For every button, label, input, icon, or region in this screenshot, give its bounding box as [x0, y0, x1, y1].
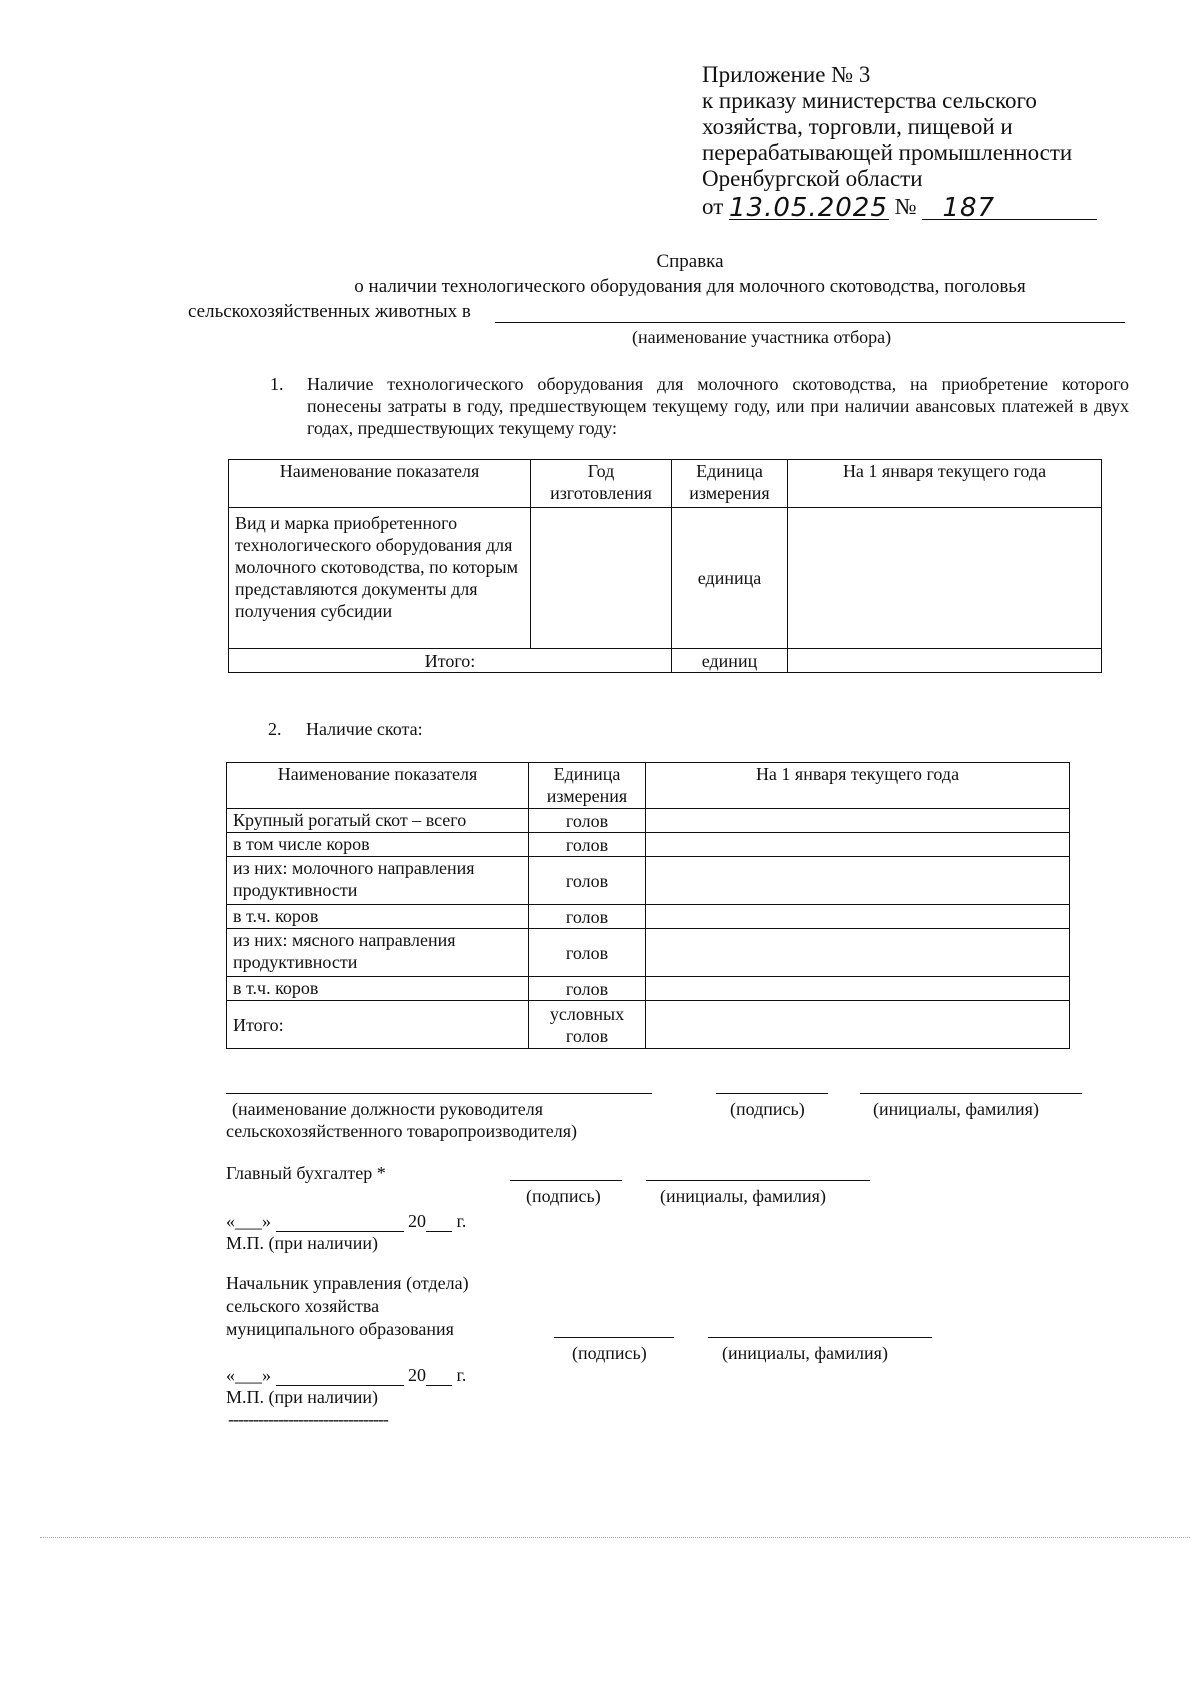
stamp-label: М.П. (при наличии)	[226, 1387, 378, 1407]
cell-indicator: из них: молочного направления продуктивности	[227, 857, 529, 905]
appendix-order-line: хозяйства, торговли, пищевой и	[702, 114, 1013, 139]
cell-value	[788, 508, 1102, 649]
cell-value	[646, 857, 1070, 905]
date-month-blank	[276, 1367, 404, 1386]
cell-unit: голов	[529, 929, 646, 977]
header-cell: На 1 января текущего года	[646, 763, 1070, 809]
header-cell: Единица измерения	[529, 763, 646, 809]
order-date-line	[702, 193, 1122, 223]
date-day-blank: «___»	[226, 1211, 271, 1231]
name-caption: (инициалы, фамилия)	[660, 1186, 826, 1206]
year-prefix: 20	[408, 1365, 426, 1385]
chief-accountant-label: Главный бухгалтер *	[226, 1163, 386, 1183]
date-line	[226, 1210, 466, 1232]
department-head-label: муниципального образования	[226, 1319, 454, 1339]
appendix-order-line: к приказу министерства сельского	[702, 88, 1037, 113]
cell-unit: голов	[529, 833, 646, 857]
department-head-label: сельского хозяйства	[226, 1296, 380, 1316]
name-caption: (инициалы, фамилия)	[722, 1343, 888, 1363]
date-prefix: от	[702, 194, 724, 219]
cell-indicator: в т.ч. коров	[227, 905, 529, 929]
document-subtitle: о наличии технологического оборудования для молочного скотоводства, поголовья	[354, 276, 1026, 297]
section2-text: Наличие скота:	[306, 719, 423, 739]
head-position-caption: (наименование должности руководителя сельскохозяйственного товаропроизводителя)	[226, 1099, 578, 1141]
document-subtitle-prefix: сельскохозяйственных животных в	[188, 301, 471, 322]
cell-unit: условных голов	[529, 1001, 646, 1049]
cell-value	[646, 809, 1070, 833]
header-cell: Единица измерения	[672, 460, 788, 508]
department-name-line	[708, 1337, 932, 1338]
cell-indicator: Итого:	[227, 1001, 529, 1049]
department-head-label: Начальник управления (отдела)	[226, 1273, 469, 1293]
head-signature-line	[716, 1093, 828, 1094]
cell-indicator: в том числе коров	[227, 833, 529, 857]
appendix-order-line: Оренбургской области	[702, 166, 923, 191]
cell-value	[646, 833, 1070, 857]
participant-caption: (наименование участника отбора)	[632, 327, 892, 347]
header-cell: Наименование показателя	[229, 460, 531, 508]
year-blank	[426, 1367, 452, 1386]
accountant-name-line	[646, 1180, 870, 1181]
handwritten-date: 13.05.2025	[729, 193, 888, 223]
appendix-title: Приложение № 3	[702, 62, 871, 87]
appendix-header	[702, 62, 1122, 223]
document-heading: Справка	[656, 251, 724, 272]
equipment-table	[228, 459, 1102, 673]
handwritten-number: 187	[942, 193, 996, 223]
accountant-signature-line	[510, 1180, 622, 1181]
year-suffix: г.	[456, 1211, 467, 1231]
table-total-row	[229, 649, 1102, 673]
appendix-order-line: перерабатывающей промышленности	[702, 140, 1073, 165]
section2-number: 2.	[268, 719, 282, 739]
total-value	[788, 649, 1102, 673]
cell-indicator: Крупный рогатый скот – всего	[227, 809, 529, 833]
cell-unit: единица	[672, 508, 788, 649]
table-row	[227, 929, 1070, 977]
year-prefix: 20	[408, 1211, 426, 1231]
head-name-line	[860, 1093, 1082, 1094]
cell-equipment-name: Вид и марка приобретенного технологического оборудования для молочного скотоводства, по которым представляются документы для получения субсидии	[229, 508, 531, 649]
table-row	[227, 857, 1070, 905]
year-suffix: г.	[456, 1365, 467, 1385]
cell-unit: голов	[529, 977, 646, 1001]
cell-indicator: из них: мясного направления продуктивности	[227, 929, 529, 977]
section1-number: 1.	[270, 374, 284, 394]
table-row	[227, 977, 1070, 1001]
number-prefix: №	[894, 194, 917, 219]
cell-unit: голов	[529, 809, 646, 833]
table-row	[227, 809, 1070, 833]
signature-caption: (подпись)	[730, 1099, 805, 1119]
livestock-table	[226, 762, 1070, 1049]
header-cell: На 1 января текущего года	[788, 460, 1102, 508]
table-header-row	[227, 763, 1070, 809]
table-row	[227, 905, 1070, 929]
cell-indicator: в т.ч. коров	[227, 977, 529, 1001]
scan-artifact-line	[40, 1537, 1190, 1538]
cell-unit: голов	[529, 905, 646, 929]
department-signature-line	[554, 1337, 674, 1338]
total-label: Итого:	[229, 649, 672, 673]
table-row	[227, 833, 1070, 857]
footnote-rule: --------------------------------	[228, 1409, 388, 1429]
section1-text: Наличие технологического оборудования для молочного скотоводства, на приобретение которого понесены затраты в году, предшествующем текущему году, или при наличии авансовых платежей в двух годах, предшествующих текущему году:	[307, 374, 1129, 438]
table-total-row	[227, 1001, 1070, 1049]
date-month-blank	[276, 1213, 404, 1232]
name-caption: (инициалы, фамилия)	[873, 1099, 1039, 1119]
total-unit: единиц	[672, 649, 788, 673]
cell-value	[646, 929, 1070, 977]
date-line	[226, 1364, 466, 1386]
table-header-row	[229, 460, 1102, 508]
signature-caption: (подпись)	[572, 1343, 647, 1363]
head-position-line	[226, 1093, 652, 1094]
header-cell: Год изготовления	[531, 460, 672, 508]
cell-year	[531, 508, 672, 649]
header-cell: Наименование показателя	[227, 763, 529, 809]
year-blank	[426, 1213, 452, 1232]
participant-name-line	[495, 322, 1125, 323]
cell-value	[646, 1001, 1070, 1049]
date-day-blank: «___»	[226, 1365, 271, 1385]
cell-value	[646, 905, 1070, 929]
cell-value	[646, 977, 1070, 1001]
stamp-label: М.П. (при наличии)	[226, 1233, 378, 1253]
signature-caption: (подпись)	[526, 1186, 601, 1206]
table-row	[229, 508, 1102, 649]
cell-unit: голов	[529, 857, 646, 905]
